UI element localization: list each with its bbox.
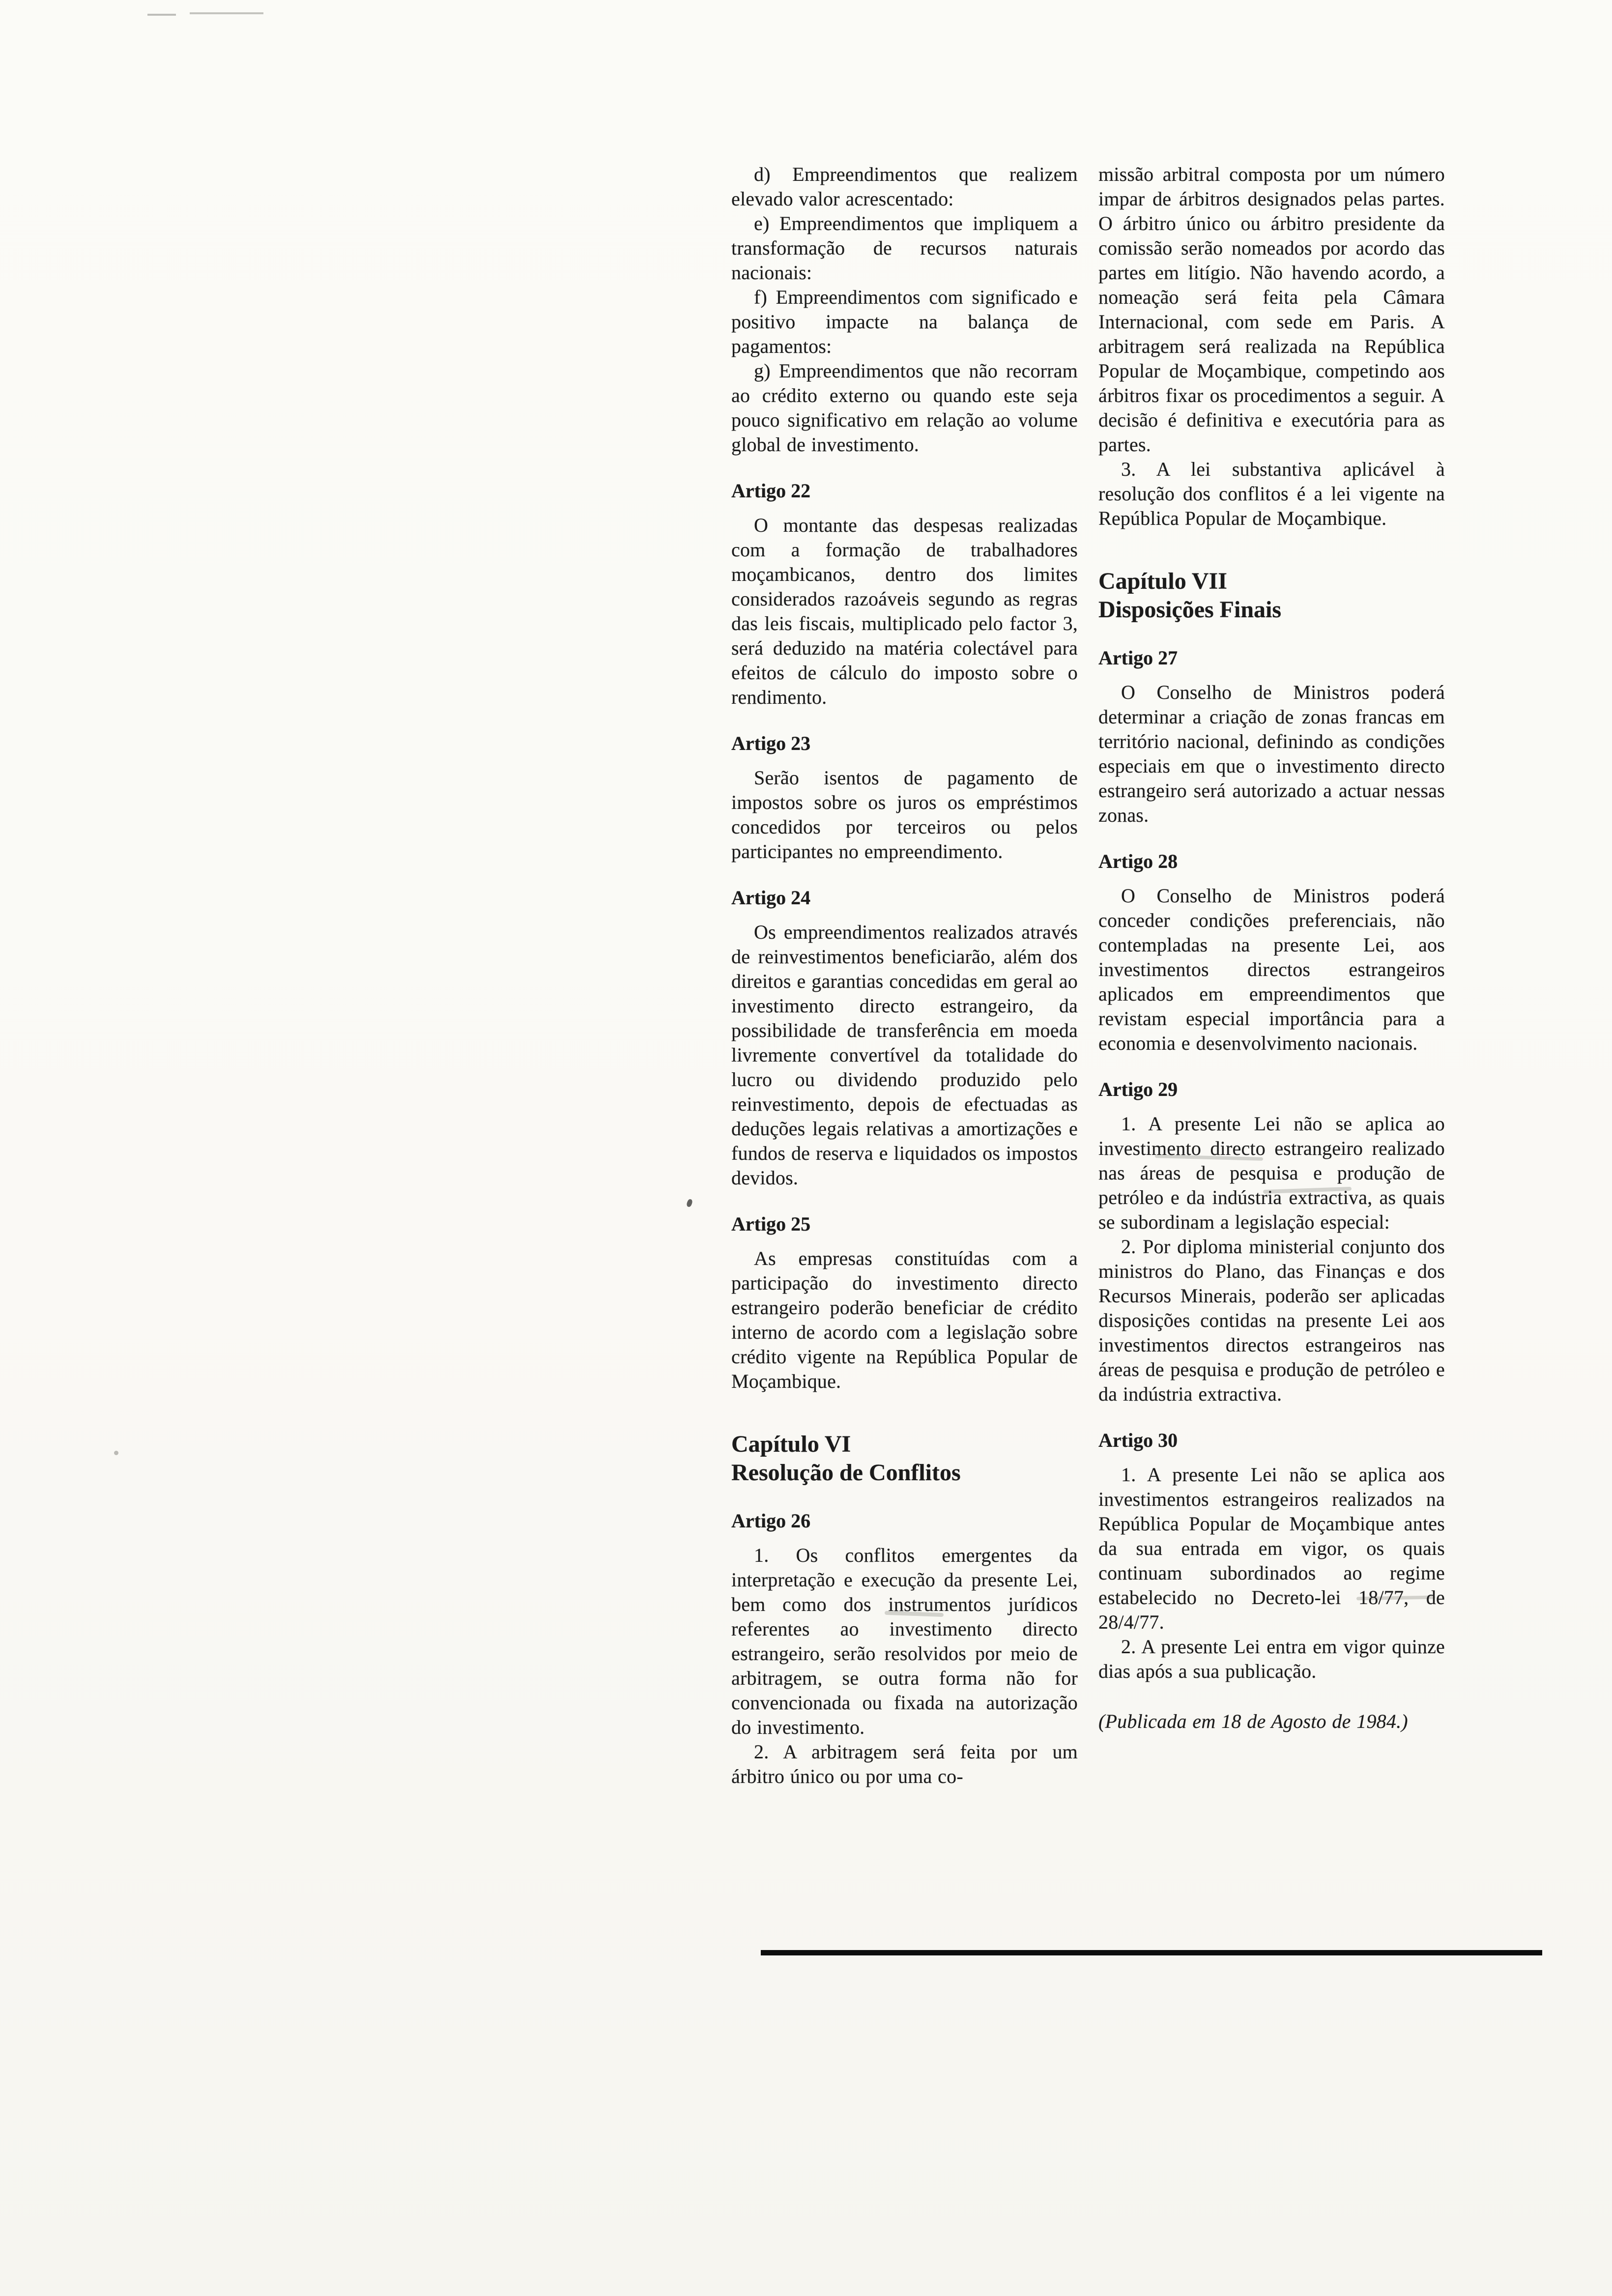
- artigo-24-body: Os empreendimentos realizados através de reinvestimentos beneficiarão, além dos direitos e garantias concedidas em geral ao investimento directo estrangeiro, da possibilidade de transferência em moeda livremente convertível da totalidade do lucro ou dividendo produzido pelo reinvestimento, depois de efectuadas as deduções legais relativas a amortizações e fundos de reserva e liquidados os impostos devidos.: [731, 921, 1078, 1189]
- artigo-29-body-2: 2. Por diploma ministerial conjunto dos ministros do Plano, das Finanças e dos Recursos Minerais, poderão ser aplicadas disposições contidas na presente Lei aos investimentos directos estrangeiros nas áreas de pesquisa e produção de petróleo e da indústria extractiva.: [1098, 1235, 1445, 1405]
- artigo-25-heading: Artigo 25: [731, 1213, 811, 1235]
- artigo-27-body: O Conselho de Ministros poderá determinar a criação de zonas francas em território nacional, definindo as condições especiais em que o investimento directo estrangeiro será autorizado a actuar nessas zonas.: [1098, 681, 1445, 826]
- list-item-g: g) Empreendimentos que não recorram ao crédito externo ou quando este seja pouco significativo em relação ao volume global de investimento.: [731, 360, 1078, 456]
- scan-artifact-tick: [686, 1199, 693, 1207]
- artigo-26-heading: Artigo 26: [731, 1510, 811, 1532]
- right-column: [1098, 162, 1445, 1789]
- chapter-vi-number: Capítulo VI: [731, 1431, 851, 1457]
- scan-artifact-dash: [147, 14, 176, 16]
- page-bottom-rule: [761, 1950, 1542, 1955]
- chapter-vii-heading: [1098, 567, 1445, 624]
- artigo-25-body: As empresas constituídas com a participação do investimento directo estrangeiro poderão beneficiar de crédito interno de acordo com a legislação sobre crédito vigente na República Popular de Moçambique.: [731, 1247, 1078, 1392]
- chapter-vii-number: Capítulo VII: [1098, 568, 1227, 594]
- artigo-26-body-1: 1. Os conflitos emergentes da interpretação e execução da presente Lei, bem como dos instrumentos jurídicos referentes ao investimento directo estrangeiro, serão resolvidos por meio de arbitragem, se outra forma não for convencionada ou fixada na autorização do investimento.: [731, 1544, 1078, 1738]
- chapter-vi-title: Resolução de Conflitos: [731, 1460, 961, 1486]
- artigo-29-body-1: 1. A presente Lei não se aplica ao investimento directo estrangeiro realizado nas áreas de pesquisa e produção de petróleo e da indústria extractiva, as quais se subordinam a legislação especial:: [1098, 1113, 1445, 1233]
- artigo-28-body: O Conselho de Ministros poderá conceder condições preferenciais, não contempladas na presente Lei, aos investimentos directos estrangeiros aplicados em empreendimentos que revistam especial importância para a economia e desenvolvimento nacionais.: [1098, 885, 1445, 1054]
- artigo-26-body-3: 3. A lei substantiva aplicável à resolução dos conflitos é a lei vigente na República Popular de Moçambique.: [1098, 458, 1445, 529]
- artigo-24-heading: Artigo 24: [731, 887, 811, 909]
- scan-artifact-dash: [190, 12, 263, 14]
- artigo-22-body: O montante das despesas realizadas com a formação de trabalhadores moçambicanos, dentro dos limites considerados razoáveis segundo as regras das leis fiscais, multiplicado pelo factor 3, será deduzido na matéria colectável para efeitos de cálculo do imposto sobre o rendimento.: [731, 514, 1078, 708]
- artigo-23-body: Serão isentos de pagamento de impostos sobre os juros os empréstimos concedidos por terceiros ou pelos participantes no empreendimento.: [731, 767, 1078, 862]
- artigo-28-heading: Artigo 28: [1098, 850, 1178, 872]
- chapter-vi-heading: [731, 1430, 1078, 1487]
- list-item-f: f) Empreendimentos com significado e positivo impacte na balança de pagamentos:: [731, 286, 1078, 357]
- artigo-30-body-1: 1. A presente Lei não se aplica aos investimentos estrangeiros realizados na República Popular de Moçambique antes da sua entrada em vigor, os quais continuam subordinados ao regime estabelecido no Decreto-lei 18/77, de 28/4/77.: [1098, 1464, 1445, 1633]
- left-column: [731, 162, 1078, 1789]
- artigo-22-heading: Artigo 22: [731, 480, 811, 502]
- scan-artifact-dot: [114, 1451, 118, 1455]
- list-item-e: e) Empreendimentos que impliquem a transformação de recursos naturais nacionais:: [731, 212, 1078, 284]
- artigo-30-heading: Artigo 30: [1098, 1429, 1178, 1451]
- artigo-29-heading: Artigo 29: [1098, 1078, 1178, 1100]
- chapter-vii-title: Disposições Finais: [1098, 597, 1282, 623]
- publication-note: (Publicada em 18 de Agosto de 1984.): [1098, 1710, 1408, 1732]
- artigo-26-body-continuation: missão arbitral composta por um número impar de árbitros designados pelas partes. O árbitro único ou árbitro presidente da comissão serão nomeados por acordo das partes em litígio. Não havendo acordo, a nomeação será feita pela Câmara Internacional, com sede em Paris. A arbitragem será realizada na República Popular de Moçambique, competindo aos árbitros fixar os procedimentos a seguir. A decisão é definitiva e executória para as partes.: [1098, 163, 1445, 456]
- list-item-d: d) Empreendimentos que realizem elevado valor acrescentado:: [731, 163, 1078, 210]
- artigo-23-heading: Artigo 23: [731, 732, 811, 754]
- document-content: [731, 162, 1445, 1789]
- artigo-27-heading: Artigo 27: [1098, 647, 1178, 669]
- artigo-26-body-2: 2. A arbitragem será feita por um árbitro único ou por uma co-: [731, 1741, 1078, 1787]
- artigo-30-body-2: 2. A presente Lei entra em vigor quinze dias após a sua publicação.: [1098, 1636, 1445, 1682]
